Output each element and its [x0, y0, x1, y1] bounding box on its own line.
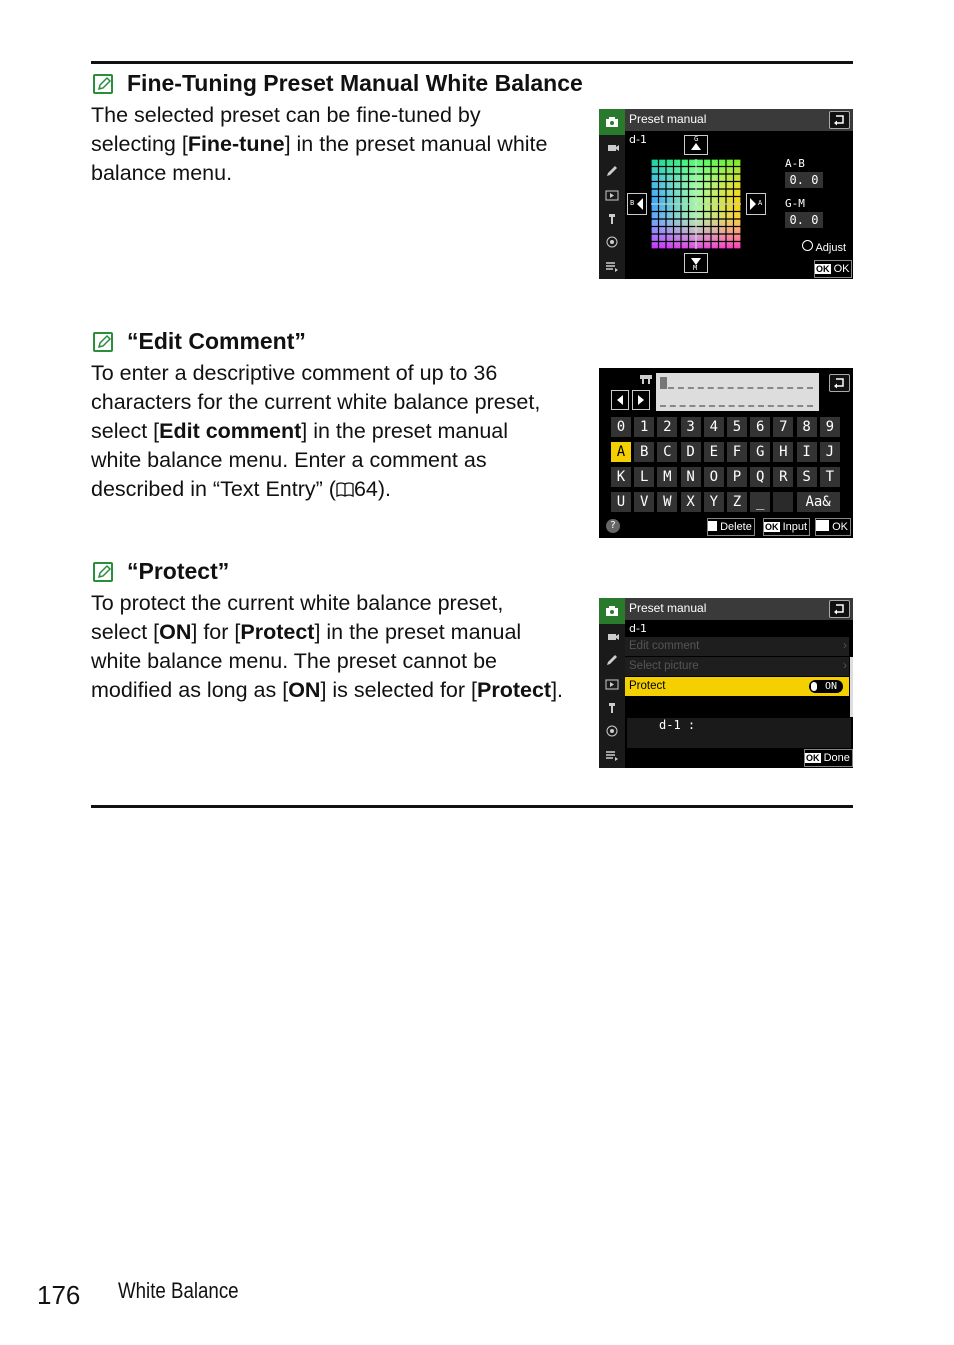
text-run: ] is selected for [	[320, 678, 477, 702]
ok-label: OK	[833, 263, 850, 275]
keyboard-key[interactable]: 3	[681, 417, 701, 437]
preset-label: d-1	[629, 133, 647, 146]
keyboard-key[interactable]: T	[820, 467, 840, 487]
gm-label: G-M	[785, 197, 805, 210]
text-run: white balance menu. Enter a comment as	[91, 448, 487, 472]
keyboard-key[interactable]: K	[611, 467, 631, 487]
screen-title: Preset manual	[629, 112, 707, 126]
keyboard-key[interactable]: U	[611, 492, 631, 512]
text-run: white balance menu. The preset cannot be	[91, 649, 497, 673]
playback-icon	[605, 189, 619, 201]
text-run: ] in the preset manual	[301, 419, 509, 443]
keyboard-key[interactable]: Aa&	[797, 492, 840, 512]
section-heading-edit-comment: “Edit Comment”	[127, 328, 306, 354]
keyboard-key[interactable]: Z	[727, 492, 747, 512]
trash-icon	[708, 521, 717, 531]
text-run: select [	[91, 419, 160, 443]
keyboard-key[interactable]: C	[657, 442, 677, 462]
text-run: To protect the current white balance preset,	[91, 591, 504, 615]
screen-title-bar	[625, 109, 853, 131]
up-arrow-g-button[interactable]	[684, 135, 708, 155]
pencil-note-icon	[93, 332, 113, 352]
text-run: balance menu.	[91, 161, 233, 185]
text-run: modified as long as [	[91, 678, 289, 702]
camera-screen-fine-tune	[599, 109, 853, 279]
keyboard-key[interactable]: Y	[704, 492, 724, 512]
keyboard-key[interactable]: O	[704, 467, 724, 487]
keyboard-key[interactable]: F	[727, 442, 747, 462]
section-text-edit-comment	[91, 359, 586, 504]
right-arrow-icon	[633, 391, 649, 409]
keyboard-key[interactable]: B	[634, 442, 654, 462]
camera-menu-sidebar	[599, 598, 625, 768]
axis-label-b: B	[630, 199, 635, 207]
axis-label-g: G	[694, 135, 699, 143]
return-icon	[830, 112, 849, 128]
color-fine-tune-grid[interactable]	[649, 157, 743, 251]
pencil-note-icon	[93, 74, 113, 94]
cursor-right-button[interactable]	[632, 390, 650, 410]
keyboard-key[interactable]: S	[797, 467, 817, 487]
comment-label: d-1 :	[659, 718, 696, 732]
keyboard-key[interactable]: R	[773, 467, 793, 487]
help-icon[interactable]: ?	[606, 519, 620, 533]
protect-toggle[interactable]	[809, 680, 843, 693]
right-arrow-a-button[interactable]	[746, 193, 766, 215]
text-run: characters for the current white balance preset,	[91, 390, 541, 414]
book-reference-icon	[336, 482, 354, 497]
axis-label-a: A	[758, 199, 763, 207]
keyboard-key[interactable]: M	[657, 467, 677, 487]
chevron-right-icon: ›	[843, 640, 847, 652]
keyboard-key[interactable]: 1	[634, 417, 654, 437]
text-run-bold: Protect	[240, 620, 315, 644]
keyboard-key[interactable]: D	[681, 442, 701, 462]
section-heading-protect: “Protect”	[127, 558, 230, 584]
retouch-icon	[605, 725, 619, 737]
text-run-bold: ON	[159, 620, 192, 644]
text-run: ] for [	[191, 620, 241, 644]
left-arrow-icon	[612, 391, 628, 409]
delete-label: Delete	[720, 521, 752, 533]
text-entry-field[interactable]	[656, 373, 819, 411]
back-button[interactable]	[829, 374, 850, 392]
adjust-label: Adjust	[815, 242, 847, 254]
protect-value: ON	[824, 681, 837, 692]
text-run: select [	[91, 620, 160, 644]
screen-title-bar	[625, 598, 853, 620]
pencil-icon	[605, 165, 619, 177]
left-arrow-b-button[interactable]	[627, 193, 647, 215]
return-icon	[830, 375, 849, 391]
keyboard-key[interactable]: I	[797, 442, 817, 462]
keyboard-key[interactable]: 0	[611, 417, 631, 437]
text-run: ] in the preset manual white	[284, 132, 548, 156]
done-label: Done	[823, 752, 850, 764]
text-run: described in “Text Entry” (	[91, 477, 336, 501]
keyboard-key[interactable]: A	[611, 442, 631, 462]
keyboard-key[interactable]: 9	[820, 417, 840, 437]
text-run: To enter a descriptive comment of up to 36	[91, 361, 498, 385]
camera-icon	[605, 116, 619, 128]
my-menu-icon	[605, 260, 619, 272]
top-rule	[91, 61, 853, 64]
menu-item-label: Select picture	[629, 660, 699, 672]
camera-menu-sidebar	[599, 109, 625, 279]
my-menu-icon	[605, 749, 619, 761]
zoom-button-icon	[816, 520, 829, 531]
pencil-icon	[605, 654, 619, 666]
menu-item-select-picture[interactable]	[625, 657, 849, 676]
movie-icon	[605, 630, 619, 642]
down-arrow-m-button[interactable]	[684, 253, 708, 273]
keyboard-key[interactable]: G	[750, 442, 770, 462]
ab-label: A-B	[785, 157, 805, 170]
keyboard-key[interactable]: 7	[773, 417, 793, 437]
keyboard-key[interactable]: 2	[657, 417, 677, 437]
keyboard-key[interactable]: H	[773, 442, 793, 462]
movie-icon	[605, 141, 619, 153]
section-text-protect	[91, 589, 586, 705]
back-button[interactable]	[829, 111, 850, 129]
text-run-bold: Fine-tune	[187, 132, 285, 156]
input-hint[interactable]	[763, 518, 810, 536]
keyboard-key[interactable]: 5	[727, 417, 747, 437]
text-entry-page-link[interactable]: 64).	[353, 477, 392, 501]
section-heading-fine-tune: Fine-Tuning Preset Manual White Balance	[127, 70, 583, 96]
comment-panel	[627, 718, 851, 748]
cursor-left-button[interactable]	[611, 390, 629, 410]
toggle-knob	[811, 682, 817, 691]
page-number: 176	[37, 1280, 81, 1310]
keyboard-key[interactable]: L	[634, 467, 654, 487]
delete-hint[interactable]	[707, 518, 755, 536]
text-run: The selected preset can be fine-tuned by	[91, 103, 481, 127]
chevron-right-icon: ›	[843, 660, 847, 672]
keyboard-key[interactable]: Q	[750, 467, 770, 487]
keyboard-key[interactable]: P	[727, 467, 747, 487]
camera-screen-protect	[599, 598, 853, 768]
keyboard-key[interactable]: 8	[797, 417, 817, 437]
multi-selector-icon	[802, 240, 813, 251]
text-run-bold: Protect	[477, 678, 552, 702]
chapter-title: White Balance	[118, 1278, 239, 1303]
section-text-fine-tune	[91, 101, 586, 188]
keyboard-key[interactable]: J	[820, 442, 840, 462]
menu-item-label: Edit comment	[629, 640, 700, 652]
text-run: ].	[551, 678, 564, 702]
pencil-note-icon	[93, 562, 113, 582]
text-cursor	[660, 377, 667, 389]
text-run: selecting [	[91, 132, 188, 156]
wrench-icon	[605, 702, 619, 714]
ok-label: OK	[832, 521, 848, 533]
keyboard-key[interactable]: 6	[750, 417, 770, 437]
keyboard-key[interactable]: _	[750, 492, 770, 512]
scrollbar[interactable]	[850, 657, 853, 717]
right-arrow-icon	[747, 194, 765, 214]
bottom-rule	[91, 805, 853, 808]
ok-hint[interactable]	[815, 518, 851, 536]
keyboard-key[interactable]	[773, 492, 793, 512]
keyboard-key[interactable]: V	[634, 492, 654, 512]
text-run-bold: ON	[288, 678, 321, 702]
input-label: Input	[782, 521, 808, 533]
menu-item-protect[interactable]	[625, 677, 849, 696]
ab-value: 0. 0	[785, 172, 823, 188]
adjust-hint	[802, 240, 846, 254]
keyboard-key[interactable]: 4	[704, 417, 724, 437]
menu-item-edit-comment[interactable]	[625, 637, 849, 656]
screen-title: Preset manual	[629, 601, 707, 615]
keyboard-key[interactable]: N	[681, 467, 701, 487]
text-run-bold: Edit comment	[159, 419, 302, 443]
gm-value: 0. 0	[785, 212, 823, 228]
keyboard-key[interactable]: E	[704, 442, 724, 462]
done-hint[interactable]	[804, 749, 853, 767]
return-icon	[830, 601, 849, 617]
menu-item-label: Protect	[629, 680, 666, 692]
character-slots-line-1	[668, 387, 813, 389]
ok-badge-icon: OK	[816, 264, 830, 274]
text-run: ] in the preset manual	[314, 620, 522, 644]
keyboard-key[interactable]: W	[657, 492, 677, 512]
ok-badge-icon: OK	[765, 522, 779, 532]
camera-screen-text-entry	[599, 368, 853, 538]
keyboard-icon	[639, 374, 653, 385]
retouch-icon	[605, 236, 619, 248]
axis-label-m: M	[693, 264, 698, 272]
keyboard-key[interactable]: X	[681, 492, 701, 512]
back-button[interactable]	[829, 600, 850, 618]
ok-hint[interactable]	[814, 260, 852, 278]
camera-icon	[605, 605, 619, 617]
ok-badge-icon: OK	[806, 753, 820, 763]
preset-label: d-1	[629, 622, 647, 635]
wrench-icon	[605, 213, 619, 225]
character-slots-line-2	[660, 405, 813, 407]
playback-icon	[605, 678, 619, 690]
